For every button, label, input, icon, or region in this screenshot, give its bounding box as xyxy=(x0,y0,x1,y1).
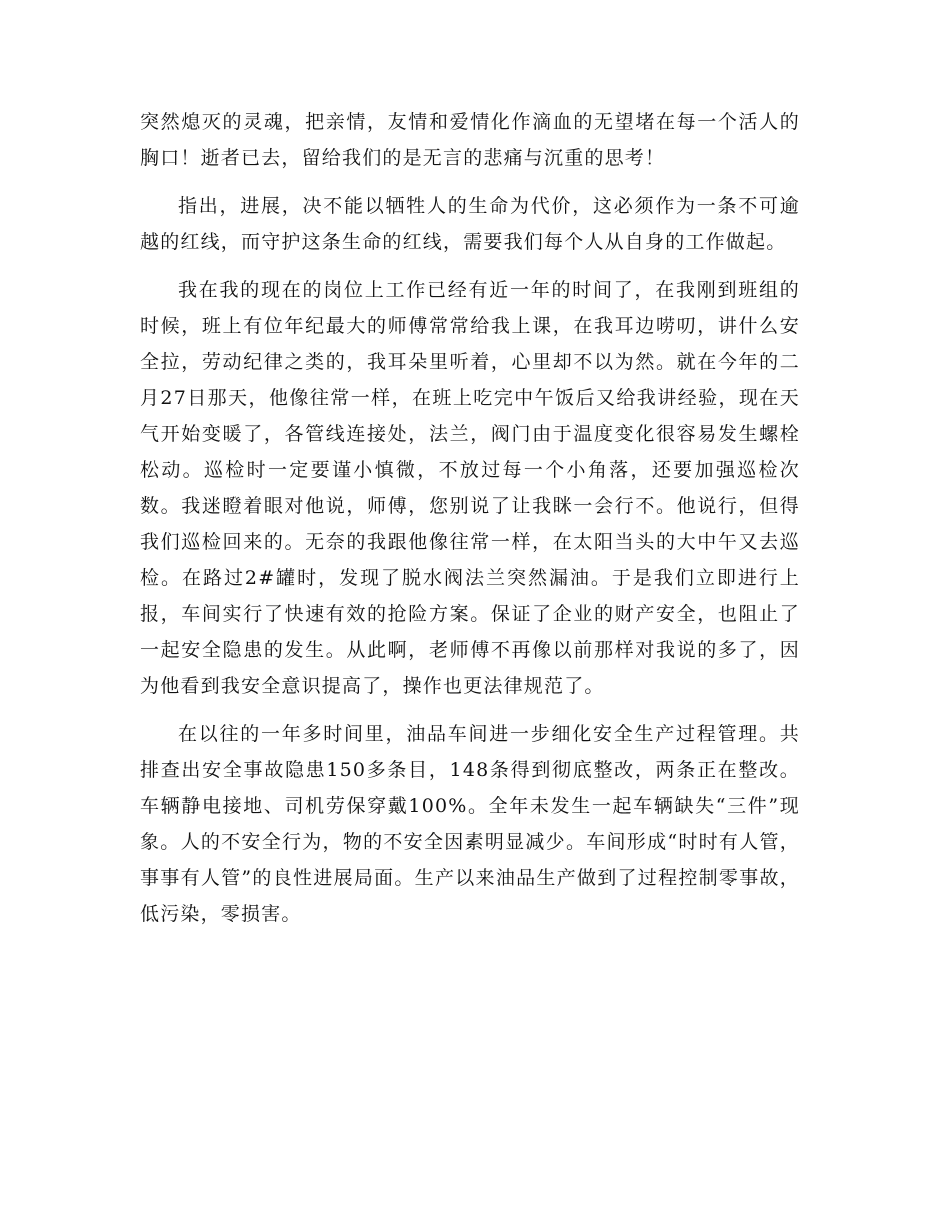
paragraph-1: 突然熄灭的灵魂，把亲情，友情和爱情化作滴血的无望堵在每一个活人的胸口！逝者已去，留给我们的是无言的悲痛与沉重的思考！ xyxy=(140,111,800,169)
paragraph-3: 我在我的现在的岗位上工作已经有近一年的时间了，在我刚到班组的时候，班上有位年纪最大的师傅常常给我上课，在我耳边唠叨，讲什么安全拉，劳动纪律之类的，我耳朵里听着，心里却不以为然。就在今年的二月27日那天，他像往常一样，在班上吃完中午饭后又给我讲经验，现在天气开始变暖了，各管线连接处，法兰，阀门由于温度变化很容易发生螺栓松动。巡检时一定要谨小慎微，不放过每一个小角落，还要加强巡检次数。我迷瞪着眼对他说，师傅，您别说了让我眯一会行不。他说行，但得我们巡检回来的。无奈的我跟他像往常一样，在太阳当头的大中午又去巡检。在路过2#罐时，发现了脱水阀法兰突然漏油。于是我们立即进行上报，车间实行了快速有效的抢险方案。保证了企业的财产安全，也阻止了一起安全隐患的发生。从此啊，老师傅不再像以前那样对我说的多了，因为他看到我安全意识提高了，操作也更法律规范了。 xyxy=(140,279,800,697)
paragraph-4: 在以往的一年多时间里，油品车间进一步细化安全生产过程管理。共排查出安全事故隐患150多条目，148条得到彻底整改，两条正在整改。车辆静电接地、司机劳保穿戴100%。全年未发生一起车辆缺失“三件”现象。人的不安全行为，物的不安全因素明显减少。车间形成“时时有人管，事事有人管”的良性进展局面。生产以来油品生产做到了过程控制零事故，低污染，零损害。 xyxy=(140,723,800,925)
document-body xyxy=(140,104,800,932)
paragraph-2: 指出，进展，决不能以牺牲人的生命为代价，这必须作为一条不可逾越的红线，而守护这条生命的红线，需要我们每个人从自身的工作做起。 xyxy=(140,195,800,253)
